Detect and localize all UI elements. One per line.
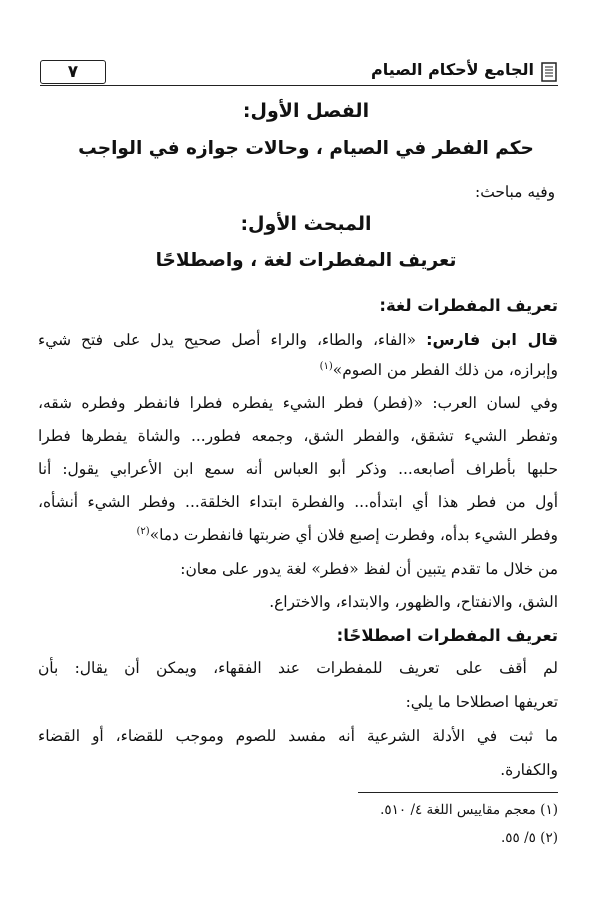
section-label: المبحث الأول:: [240, 213, 372, 235]
subheading-lugha: تعريف المفطرات لغة:: [379, 296, 558, 315]
ibn-faris-line-2: [320, 361, 558, 379]
footnote-2: (٢) ٥/ ٥٥.: [500, 830, 558, 846]
istilah-line-4: والكفارة.: [500, 761, 558, 779]
conclusion-line-2: الشق، والانفتاح، والظهور، والابتداء، والاختراع.: [269, 593, 558, 611]
lisan-line-5: [137, 526, 559, 544]
book-icon: [540, 62, 558, 82]
ibn-faris-speaker: قال ابن فارس:: [426, 330, 558, 349]
footnote-separator: [358, 792, 558, 793]
page-header: [28, 58, 558, 88]
conclusion-line-1: من خلال ما تقدم يتبين أن لفظ «فطر» لغة يدور على معان:: [180, 560, 558, 578]
page-number: ٧: [40, 60, 106, 84]
footnote-1: (١) معجم مقاييس اللغة ٤/ ٥١٠.: [380, 802, 558, 818]
header-rule: [40, 85, 558, 86]
lisan-line-4: أول من فطر هذا أي ابتدأه... والفطرة ابتداء الخلقة... وفطر الشيء أنشأه،: [38, 493, 558, 511]
ibn-faris-text-2: وإبرازه، من ذلك الفطر من الصوم»: [332, 361, 558, 380]
section-title: تعريف المفطرات لغة ، واصطلاحًا: [155, 250, 457, 271]
footnote-ref-2: (٢): [136, 526, 150, 537]
footnote-ref-1: (١): [319, 361, 333, 372]
ibn-faris-text-1: «الفاء، والطاء، والراء أصل صحيح يدل على فتح شيء: [38, 331, 416, 349]
lisan-line-1: وفي لسان العرب: «(فطر) فطر الشيء يفطره فطرا فانفطر وفطره شقه،: [38, 394, 558, 412]
lisan-line-3: حلبها بأطراف أصابعه... وذكر أبو العباس أنه سمع ابن الأعرابي يقول: أنا: [38, 460, 558, 478]
istilah-line-2: تعريفها اصطلاحا ما يلي:: [405, 693, 558, 711]
lisan-line-2: وتفطر الشيء تشقق، والفطر الشق، وجمعه فطور... والشاة يفطرها فطرا: [38, 427, 558, 445]
ibn-faris-line-1: [38, 330, 558, 349]
intro-text: وفيه مباحث:: [475, 183, 555, 201]
chapter-label: الفصل الأول:: [242, 100, 370, 122]
istilah-line-1: لم أقف على تعريف للمفطرات عند الفقهاء، ويمكن أن يقال: بأن: [38, 659, 558, 677]
chapter-title: حكم الفطر في الصيام ، وحالات جوازه في الواجب: [78, 138, 534, 159]
book-title: الجامع لأحكام الصيام: [370, 60, 534, 79]
lisan-text-5: وفطر الشيء بدأه، وفطرت إصبع فلان أي ضربتها فانفطرت دما»: [149, 526, 558, 545]
istilah-line-3: ما ثبت في الأدلة الشرعية أنه مفسد للصوم وموجب للقضاء، أو القضاء: [38, 727, 558, 745]
subheading-istilah: تعريف المفطرات اصطلاحًا:: [336, 626, 558, 645]
